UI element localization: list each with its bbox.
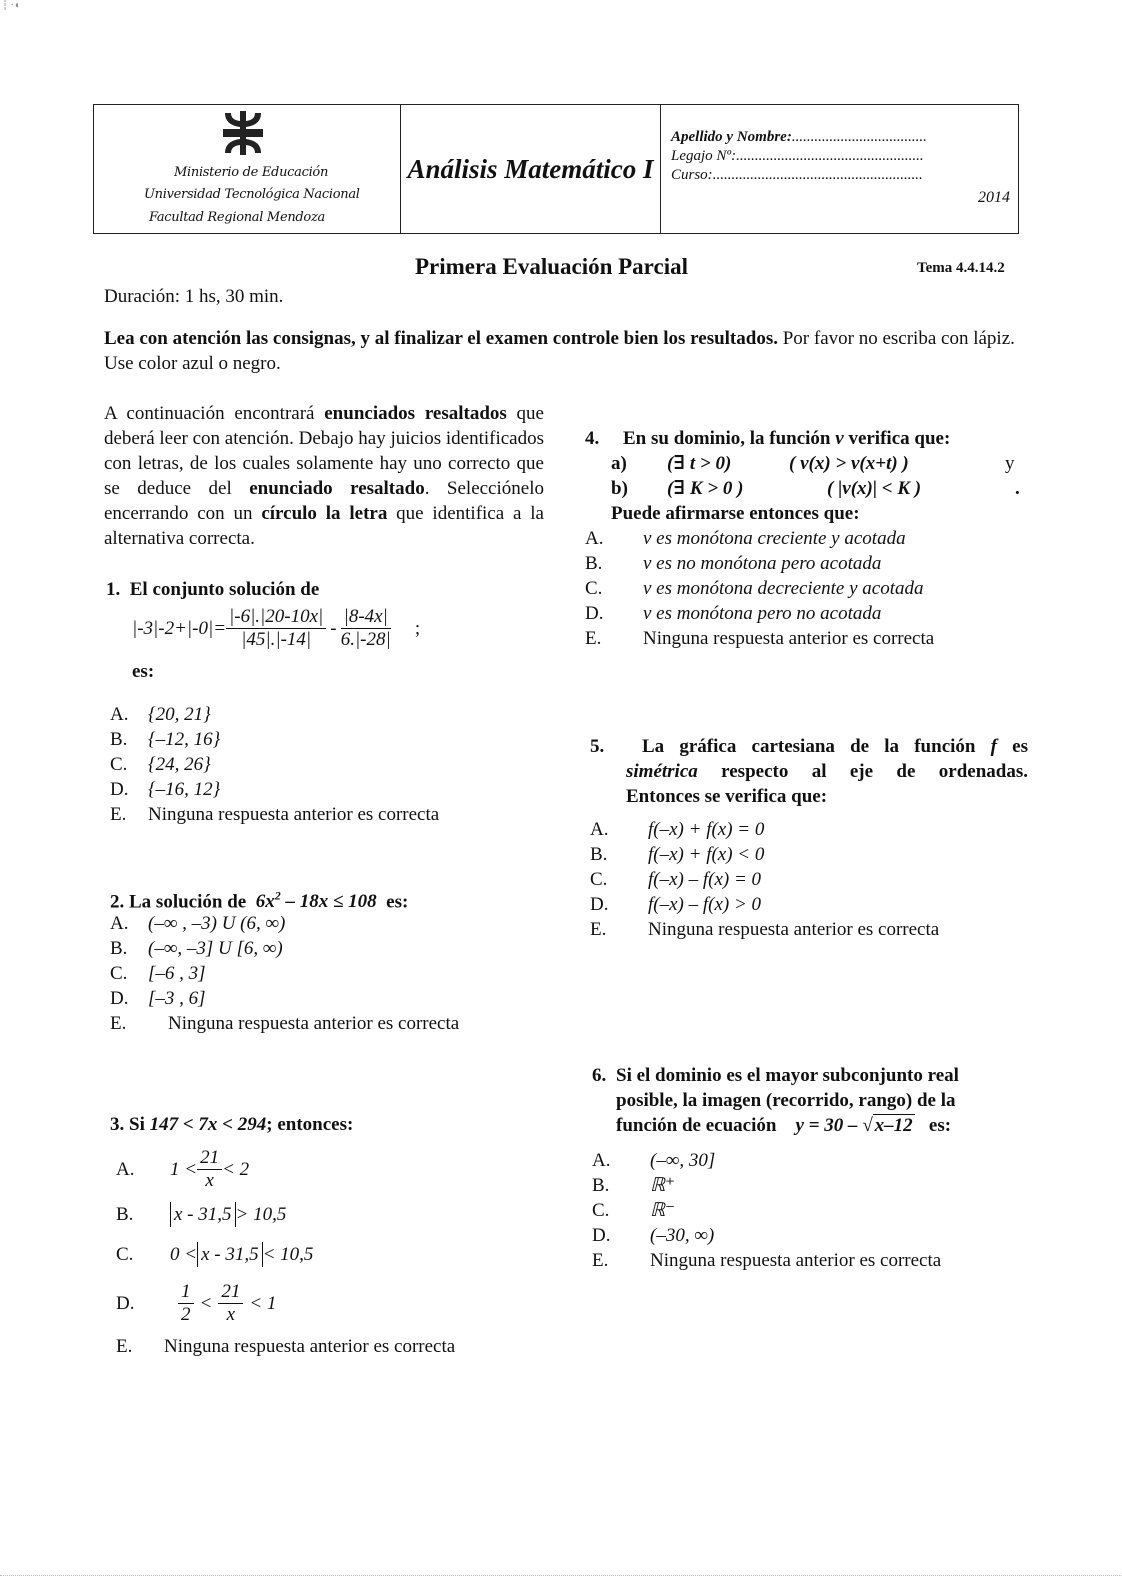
q3-option-a[interactable]: [116, 1144, 455, 1194]
option-text: {–16, 12}: [148, 779, 221, 800]
q6-option-d[interactable]: [592, 1223, 1032, 1248]
q1-number: 1.: [106, 579, 121, 600]
q6-option-a[interactable]: [592, 1148, 1032, 1173]
university-line: Universidad Tecnológica Nacional: [144, 187, 360, 202]
option-text: < 1: [249, 1292, 277, 1314]
option-letter[interactable]: B.: [110, 729, 128, 750]
option-letter[interactable]: E.: [110, 804, 127, 825]
q2-expr-b: – 18x ≤ 108: [280, 891, 377, 913]
q2-expression: [256, 891, 377, 912]
q2-option-a[interactable]: [110, 911, 459, 936]
q5-option-a[interactable]: [590, 817, 1028, 842]
option-letter[interactable]: B.: [116, 1203, 134, 1225]
faculty-line: Facultad Regional Mendoza: [149, 210, 325, 225]
cond-label: b): [611, 478, 628, 499]
intro-text: que identifica a la alternativa correcta.: [104, 503, 544, 549]
option-text: <: [199, 1292, 213, 1314]
question-5: [590, 734, 1028, 942]
option-text: [–3 , 6]: [148, 988, 206, 1009]
legajo-field[interactable]: [671, 148, 924, 165]
option-letter[interactable]: D.: [585, 603, 604, 624]
question-4: [585, 426, 1025, 651]
option-text: ℝ⁻: [650, 1200, 676, 1221]
q1-equation: [132, 606, 546, 651]
option-letter[interactable]: E.: [116, 1336, 133, 1357]
q3-option-b[interactable]: [116, 1194, 455, 1234]
q5-line3: Entonces se verifica que:: [626, 786, 828, 807]
option-letter[interactable]: D.: [590, 894, 609, 915]
q2-number: 2.: [110, 891, 125, 913]
option-text: Ninguna respuesta anterior es correcta: [164, 1336, 456, 1357]
option-text: Ninguna respuesta anterior es correcta: [168, 1013, 460, 1034]
intro-bold: enunciado resaltado: [249, 478, 425, 499]
exam-tema: Tema 4.4.14.2: [917, 260, 1005, 276]
q2-option-d[interactable]: [110, 986, 459, 1011]
option-text: ℝ⁺: [650, 1175, 676, 1196]
header-table: [93, 104, 1019, 234]
q5-stem-text2: es: [996, 736, 1028, 757]
option-fraction: [178, 1281, 194, 1326]
option-text: < 2: [222, 1158, 250, 1180]
q5-option-b[interactable]: [590, 842, 1028, 867]
scan-artifact: ┆ ·◖: [2, 0, 20, 11]
q4-number: 4.: [585, 428, 600, 449]
q6-tail: es:: [928, 1115, 952, 1136]
institution-cell: [94, 105, 401, 233]
option-letter[interactable]: A.: [116, 1158, 135, 1180]
q4-option-a[interactable]: [585, 526, 1025, 551]
name-field[interactable]: [671, 129, 927, 146]
q2-options: [110, 911, 459, 1036]
option-text: v es no monótona pero acotada: [643, 553, 882, 574]
scan-edge: [0, 1575, 1122, 1579]
q6-line2: posible, la imagen (recorrido, rango) de la: [616, 1090, 956, 1111]
option-letter[interactable]: A.: [590, 819, 609, 840]
q6-option-c[interactable]: [592, 1198, 1032, 1223]
question-2: [110, 884, 408, 914]
q4-stem-text2: verifica que:: [843, 428, 951, 449]
intro-bold: enunciados resaltados: [324, 403, 507, 424]
q5-number: 5.: [590, 736, 605, 757]
curso-field[interactable]: [671, 167, 923, 184]
option-text: {24, 26}: [148, 754, 211, 775]
curso-label: Curso:: [671, 167, 713, 183]
q1-minus: -: [330, 618, 337, 639]
instructions-bold: Lea con atención las consignas, y al finalizar el examen controle bien los resultados.: [104, 328, 778, 349]
question-3: [110, 1112, 353, 1137]
q2-expr-a: 6x: [255, 891, 275, 913]
year: 2014: [978, 189, 1010, 206]
q5-var: f: [990, 736, 997, 757]
q1-frac2-num: |8-4x|: [341, 606, 391, 629]
q6-option-e[interactable]: [592, 1248, 1032, 1273]
option-letter[interactable]: C.: [110, 963, 128, 984]
intro-bold: círculo la letra: [261, 503, 388, 524]
option-text: (–∞, –3] U [6, ∞): [148, 938, 283, 959]
q3-options: [116, 1144, 455, 1359]
fraction-den: 2: [181, 1303, 191, 1325]
q4-option-c[interactable]: [585, 576, 1025, 601]
q3-option-e[interactable]: [116, 1334, 455, 1359]
option-letter[interactable]: A.: [110, 704, 129, 725]
q1-stem-text: El conjunto solución de: [129, 579, 320, 600]
option-text: v es monótona creciente y acotada: [643, 528, 906, 549]
q5-stem-text: La gráfica cartesiana de la función: [642, 736, 991, 757]
q4-var: v: [835, 428, 844, 449]
fraction-den: x: [205, 1169, 214, 1191]
option-letter[interactable]: A.: [585, 528, 604, 549]
q2-option-e[interactable]: [110, 1011, 459, 1036]
legajo-blank: ..................................................: [736, 148, 924, 164]
q4-condition-a: [611, 451, 1025, 476]
option-text: > 10,5: [235, 1203, 287, 1225]
q5-line2: [626, 759, 1028, 784]
fraction-num: 1: [178, 1281, 194, 1304]
q6-line1: Si el dominio es el mayor subconjunto real: [616, 1065, 959, 1086]
cond-label: a): [611, 453, 627, 474]
option-text: f(–x) + f(x) < 0: [648, 844, 765, 865]
q3-number: 3.: [110, 1114, 125, 1135]
option-text: (–30, ∞): [650, 1225, 715, 1246]
option-letter[interactable]: D.: [110, 779, 129, 800]
student-fields-cell: [661, 105, 1018, 233]
cond-tail: .: [1015, 478, 1020, 499]
q1-lhs: |-3|-2+|-0|=: [132, 618, 227, 639]
cond-expression: ( |v(x)| < K ): [827, 478, 922, 499]
cond-expression: ( v(x) > v(x+t) ): [789, 453, 909, 474]
legajo-label: Legajo Nº:: [671, 148, 737, 164]
q6-expr: y = 30 – √: [795, 1115, 873, 1136]
option-text: (–∞ , –3) U (6, ∞): [148, 913, 286, 934]
q6-stem: [592, 1063, 1032, 1088]
name-blank: ....................................: [791, 129, 927, 145]
q1-frac1: [226, 606, 326, 651]
option-letter[interactable]: B.: [590, 844, 608, 865]
q6-option-b[interactable]: [592, 1173, 1032, 1198]
fraction-num: 21: [197, 1147, 222, 1170]
ministry-line: Ministerio de Educación: [174, 165, 329, 180]
option-text: 0 <: [170, 1243, 198, 1265]
q2-option-b[interactable]: [110, 936, 459, 961]
option-text: v es monótona pero no acotada: [643, 603, 882, 624]
fraction-den: x: [226, 1303, 236, 1325]
option-letter[interactable]: E.: [592, 1250, 609, 1271]
cond-quantifier: (∃ t > 0): [667, 453, 732, 474]
q5-stem: [590, 734, 1028, 759]
question-1: [106, 577, 546, 684]
q6-line3-text: función de ecuación: [616, 1115, 777, 1136]
fraction-num: 21: [218, 1281, 243, 1304]
q4-option-b[interactable]: [585, 551, 1025, 576]
q1-option-d[interactable]: [110, 777, 439, 802]
option-fraction: [197, 1147, 222, 1192]
option-letter[interactable]: C.: [590, 869, 608, 890]
option-letter[interactable]: E.: [110, 1013, 127, 1034]
option-text: f(–x) – f(x) > 0: [648, 894, 762, 915]
q3-tail: ; entonces:: [266, 1114, 354, 1135]
q1-option-b[interactable]: [110, 727, 439, 752]
q4-followup: Puede afirmarse entonces que:: [611, 503, 860, 524]
q5-line1: [626, 734, 1028, 759]
intro-text: que deberá leer con atención. Debajo hay juicios identificados con letras, de los cuales solamente hay uno correcto que se deduce del: [104, 403, 544, 499]
cond-quantifier: (∃ K > 0 ): [667, 478, 744, 499]
q4-stem: [585, 426, 1025, 451]
option-letter[interactable]: C.: [585, 578, 603, 599]
q4-option-e[interactable]: [585, 626, 1025, 651]
option-text: Ninguna respuesta anterior es correcta: [648, 919, 940, 940]
curso-blank: ........................................................: [712, 167, 923, 183]
q5-line2-text: respecto al eje de ordenadas.: [697, 761, 1028, 782]
option-text: [–6 , 3]: [148, 963, 206, 984]
course-title: Análisis Matemático I: [407, 153, 654, 184]
option-letter[interactable]: A.: [592, 1150, 611, 1171]
option-letter[interactable]: E.: [585, 628, 602, 649]
option-text: v es monótona decreciente y acotada: [643, 578, 924, 599]
q4-option-d[interactable]: [585, 601, 1025, 626]
instructions-regular: Por favor no escriba con lápiz. Use color azul o negro.: [104, 328, 1015, 374]
q2-option-c[interactable]: [110, 961, 459, 986]
q1-frac1-num: |-6|.|20-10x|: [226, 606, 326, 629]
q1-options: [110, 702, 439, 827]
option-text: < 10,5: [262, 1243, 314, 1265]
option-letter[interactable]: A.: [110, 913, 129, 934]
exam-instructions: [104, 326, 1029, 376]
q1-option-e[interactable]: [110, 802, 439, 827]
option-text: Ninguna respuesta anterior es correcta: [148, 804, 440, 825]
q1-semicolon: ;: [414, 618, 421, 639]
option-fraction: [218, 1281, 243, 1326]
q5-italic: simétrica: [626, 761, 698, 782]
option-text: (–∞, 30]: [650, 1150, 716, 1171]
option-text: {20, 21}: [148, 704, 211, 725]
q5-option-d[interactable]: [590, 892, 1028, 917]
option-abs-value: x - 31,5: [197, 1242, 263, 1267]
option-text: f(–x) + f(x) = 0: [648, 819, 765, 840]
intro-text: A continuación encontrará: [104, 403, 325, 424]
q1-frac1-den: |45|.|-14|: [241, 629, 312, 650]
question-6: [592, 1063, 1032, 1273]
option-text: Ninguna respuesta anterior es correcta: [643, 628, 935, 649]
q5-option-c[interactable]: [590, 867, 1028, 892]
q1-frac2: [341, 606, 391, 651]
q3-option-d[interactable]: [116, 1274, 455, 1332]
q1-frac2-den: 6.|-28|: [340, 629, 391, 650]
q3-stem: Si: [129, 1114, 145, 1135]
q1-option-c[interactable]: [110, 752, 439, 777]
q2-exponent: 2: [274, 889, 281, 903]
q1-tail: es:: [132, 661, 155, 682]
q4-condition-b: [611, 476, 1025, 501]
option-abs-value: x - 31,5: [170, 1202, 236, 1227]
exam-duration: Duración: 1 hs, 30 min.: [104, 286, 284, 307]
intro-paragraph: [104, 401, 544, 551]
option-letter[interactable]: D.: [110, 988, 129, 1009]
utn-logo-icon: [221, 111, 265, 155]
q2-stem: La solución de: [129, 891, 247, 913]
option-letter[interactable]: C.: [110, 754, 128, 775]
option-text: 1 <: [170, 1158, 198, 1180]
q6-radicand: x–12: [874, 1115, 913, 1136]
cond-tail: y: [1005, 453, 1015, 474]
q6-number: 6.: [592, 1065, 607, 1086]
q6-line3: [616, 1113, 1032, 1138]
option-letter[interactable]: B.: [585, 553, 603, 574]
q3-option-c[interactable]: [116, 1234, 455, 1274]
q4-stem-text: En su dominio, la función: [623, 428, 836, 449]
option-letter[interactable]: B.: [110, 938, 128, 959]
course-cell: [401, 105, 661, 233]
q2-tail: es:: [386, 891, 409, 913]
option-text: f(–x) – f(x) = 0: [648, 869, 762, 890]
option-letter[interactable]: B.: [592, 1175, 610, 1196]
option-text: Ninguna respuesta anterior es correcta: [650, 1250, 942, 1271]
option-letter[interactable]: D.: [592, 1225, 611, 1246]
option-letter[interactable]: E.: [590, 919, 607, 940]
option-letter[interactable]: C.: [116, 1243, 134, 1265]
q1-option-a[interactable]: [110, 702, 439, 727]
option-text: {–12, 16}: [148, 729, 221, 750]
name-label: Apellido y Nombre:: [671, 129, 792, 145]
option-letter[interactable]: C.: [592, 1200, 610, 1221]
option-letter[interactable]: D.: [116, 1292, 135, 1314]
q3-expression: 147 < 7x < 294: [149, 1114, 267, 1135]
exam-title: Primera Evaluación Parcial: [415, 254, 688, 279]
q5-option-e[interactable]: [590, 917, 1028, 942]
intro-text: . Selecciónelo encerrando con un: [104, 478, 544, 524]
q1-stem: [106, 577, 546, 602]
